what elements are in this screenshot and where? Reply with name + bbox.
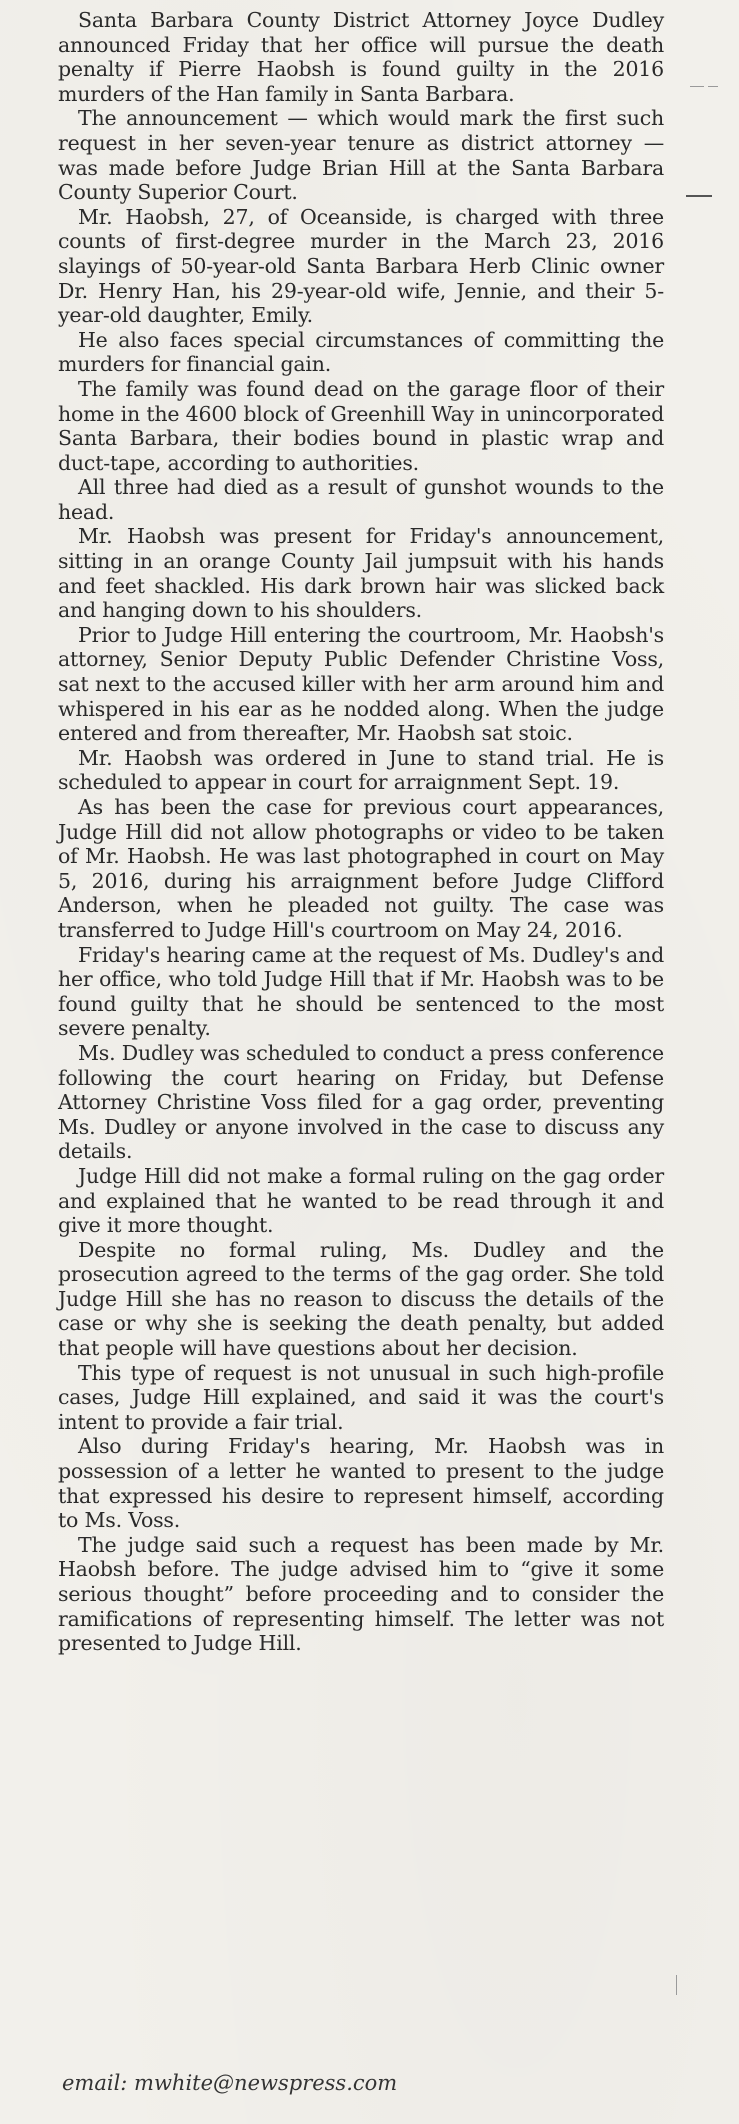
article-paragraph: The judge said such a request has been made by Mr. Haobsh before. The judge advised him to “give it some serious thought” before proceeding and to consider the ramifications of representing himself. The letter was not presented to Judge Hill. [58, 1532, 664, 1656]
article-paragraph: All three had died as a result of gunshot wounds to the head. [58, 475, 664, 524]
article-paragraph: Friday's hearing came at the request of Ms. Dudley's and her office, who told Judge Hill that if Mr. Haobsh was to be found guilty that he should be sentenced to the most severe penalty. [58, 942, 664, 1041]
article-paragraph: Mr. Haobsh was present for Friday's announcement, sitting in an orange County Jail jumpsuit with his hands and feet shackled. His dark brown hair was slicked back and hanging down to his shoulders. [58, 524, 664, 623]
article-paragraph: As has been the case for previous court appearances, Judge Hill did not allow photographs or video to be taken of Mr. Haobsh. He was last photographed in court on May 5, 2016, during his arraignment before Judge Clifford Anderson, when he pleaded not guilty. The case was transferred to Judge Hill's courtroom on May 24, 2016. [58, 795, 664, 942]
margin-cut-mark [690, 86, 704, 87]
article-paragraph: This type of request is not unusual in such high-profile cases, Judge Hill explained, and said it was the court's intent to provide a fair trial. [58, 1360, 664, 1434]
margin-cut-mark [686, 195, 712, 197]
article-paragraph: Despite no formal ruling, Ms. Dudley and the prosecution agreed to the terms of the gag order. She told Judge Hill she has no reason to discuss the details of the case or why she is seeking the death penalty, but added that people will have questions about her decision. [58, 1237, 664, 1361]
article-paragraph: Mr. Haobsh, 27, of Oceanside, is charged with three counts of first-degree murder in the March 23, 2016 slayings of 50-year-old Santa Barbara Herb Clinic owner Dr. Henry Han, his 29-year-old wife, Jennie, and their 5-year-old daughter, Emily. [58, 204, 664, 328]
article-paragraph: Prior to Judge Hill entering the courtroom, Mr. Haobsh's attorney, Senior Deputy Public Defender Christine Voss, sat next to the accused killer with her arm around him and whispered in his ear as he nodded along. When the judge entered and from thereafter, Mr. Haobsh sat stoic. [58, 622, 664, 746]
article-paragraph: The family was found dead on the garage floor of their home in the 4600 block of Greenhill Way in unincorporated Santa Barbara, their bodies bound in plastic wrap and duct-tape, according to authorities. [58, 376, 664, 475]
article-paragraph: Judge Hill did not make a formal ruling on the gag order and explained that he wanted to be read through it and give it more thought. [58, 1163, 664, 1238]
article-paragraph: The announcement — which would mark the first such request in her seven-year tenure as district attorney — was made before Judge Brian Hill at the Santa Barbara County Superior Court. [58, 106, 664, 205]
article-paragraph: He also faces special circumstances of committing the murders for financial gain. [58, 327, 664, 377]
article-paragraph: Ms. Dudley was scheduled to conduct a press conference following the court hearing on Friday, but Defense Attorney Christine Voss filed for a gag order, preventing Ms. Dudley or anyone involved in the case to discuss any details. [58, 1040, 664, 1164]
margin-cut-mark [676, 1975, 677, 1995]
article-paragraph: Mr. Haobsh was ordered in June to stand trial. He is scheduled to appear in court for arraignment Sept. 19. [58, 745, 664, 795]
article-paragraph: Also during Friday's hearing, Mr. Haobsh was in possession of a letter he wanted to present to the judge that expressed his desire to represent himself, according to Ms. Voss. [58, 1434, 664, 1533]
article-body [58, 8, 664, 1656]
article-paragraph: Santa Barbara County District Attorney Joyce Dudley announced Friday that her office will pursue the death penalty if Pierre Haobsh is found guilty in the 2016 murders of the Han family in Santa Barbara. [58, 8, 664, 106]
byline-email: email: mwhite@newspress.com [62, 2071, 398, 2095]
margin-cut-mark [708, 86, 718, 87]
